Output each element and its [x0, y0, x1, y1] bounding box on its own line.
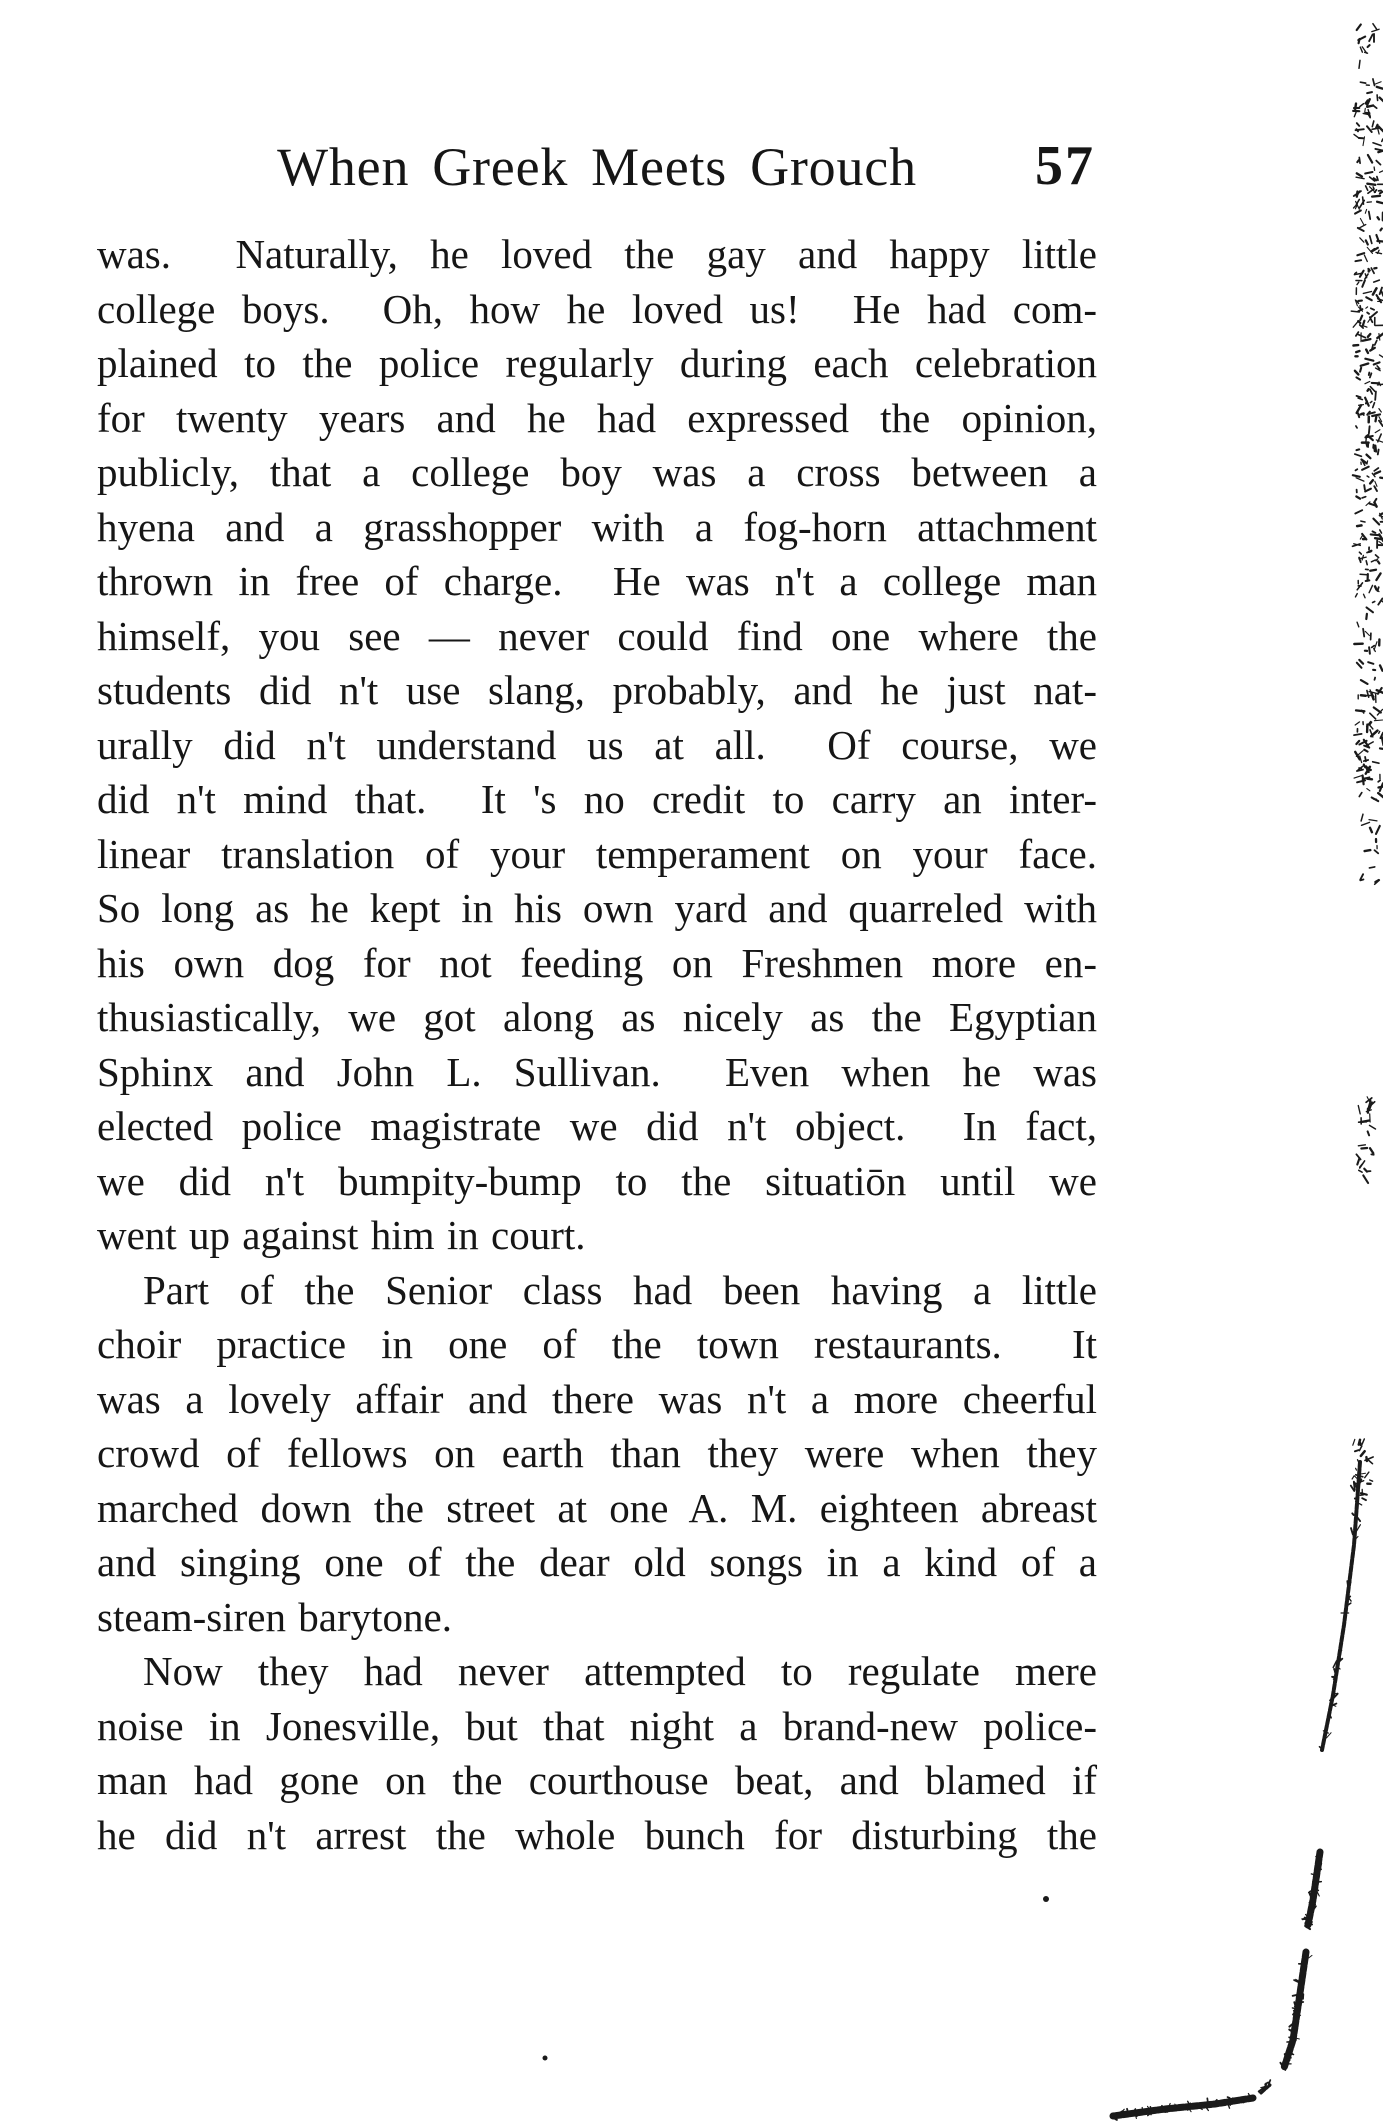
paragraph: [97, 227, 1097, 1263]
text-line: and singing one of the dear old songs in a kind of a: [97, 1539, 1097, 1585]
text-line: noise in Jonesville, but that night a brand-new police-: [97, 1702, 1097, 1749]
text-line: choir practice in one of the town restaurants. It: [97, 1321, 1097, 1367]
text-line: himself, you see — never could find one where the: [97, 612, 1097, 659]
text-line: linear translation of your temperament on your face.: [97, 830, 1097, 877]
text-line: elected police magistrate we did n't object. In fact,: [97, 1103, 1097, 1149]
text-line: thusiastically, we got along as nicely as the Egyptian: [97, 994, 1097, 1040]
text-line: Part of the Senior class had been having a little: [143, 1266, 1097, 1313]
text-line: steam-siren barytone.: [97, 1593, 452, 1640]
text-line: for twenty years and he had expressed the opinion,: [97, 394, 1097, 441]
text-line: students did n't use slang, probably, and he just nat-: [97, 667, 1097, 713]
text-line: was. Naturally, he loved the gay and happy little: [97, 231, 1097, 277]
paragraph: [97, 1263, 1097, 1645]
running-header: [97, 136, 1097, 202]
text-line: hyena and a grasshopper with a fog-horn attachment: [97, 503, 1097, 550]
text-line: Now they had never attempted to regulate mere: [143, 1648, 1097, 1694]
text-line: thrown in free of charge. He was n't a college man: [97, 558, 1097, 604]
text-line: So long as he kept in his own yard and quarreled with: [97, 885, 1097, 931]
text-line: his own dog for not feeding on Freshmen more en-: [97, 939, 1097, 986]
text-line: he did n't arrest the whole bunch for disturbing the: [97, 1811, 1097, 1858]
text-line: publicly, that a college boy was a cross between a: [97, 449, 1097, 495]
chapter-title: When Greek Meets Grouch: [277, 137, 917, 197]
paragraph: [97, 1644, 1097, 1862]
text-line: was a lovely affair and there was n't a more cheerful: [97, 1375, 1097, 1422]
text-line: went up against him in court.: [97, 1212, 586, 1258]
text-line: marched down the street at one A. M. eighteen abreast: [97, 1484, 1097, 1531]
text-line: college boys. Oh, how he loved us! He had com-: [97, 285, 1097, 332]
text-line: did n't mind that. It 's no credit to carry an inter-: [97, 776, 1097, 822]
page-number: 57: [1035, 135, 1095, 197]
text-line: plained to the police regularly during each celebration: [97, 340, 1097, 386]
text-line: man had gone on the courthouse beat, and blamed if: [97, 1757, 1097, 1803]
body-text: [97, 227, 1097, 1862]
text-line: crowd of fellows on earth than they were when they: [97, 1430, 1097, 1476]
text-line: urally did n't understand us at all. Of course, we: [97, 721, 1097, 768]
text-line: we did n't bumpity-bump to the situatiōn until we: [97, 1157, 1097, 1204]
text-line: Sphinx and John L. Sullivan. Even when he was: [97, 1048, 1097, 1095]
